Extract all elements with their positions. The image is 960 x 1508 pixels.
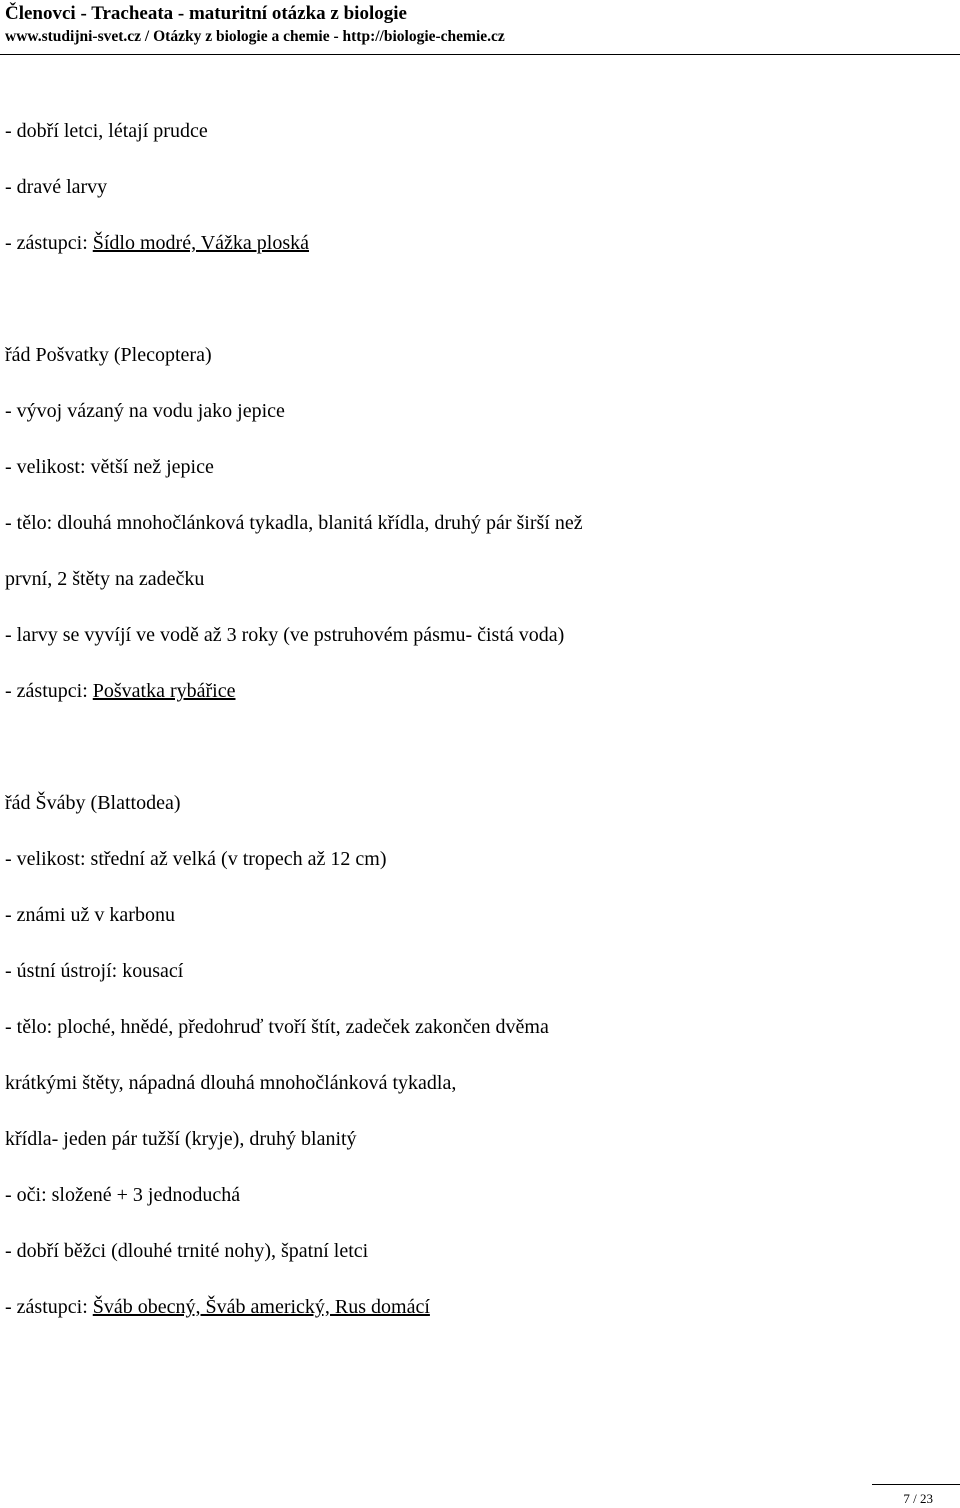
blank-line bbox=[5, 730, 945, 786]
footer-divider bbox=[872, 1484, 960, 1485]
document-title: Členovci - Tracheata - maturitní otázka z biologie bbox=[5, 3, 407, 24]
text-line: - dravé larvy bbox=[5, 176, 108, 198]
document-body bbox=[5, 114, 945, 1346]
text-line: krátkými štěty, nápadná dlouhá mnohočlánková tykadla, bbox=[5, 1072, 457, 1094]
representatives-line bbox=[5, 1290, 945, 1346]
representatives-label: - zástupci: bbox=[5, 232, 93, 254]
source-line: www.studijni-svet.cz / Otázky z biologie a chemie - http://biologie-chemie.cz bbox=[5, 28, 505, 45]
text-line: - dobří běžci (dlouhé trnité nohy), špatní letci bbox=[5, 1240, 369, 1262]
text-line: křídla- jeden pár tužší (kryje), druhý blanitý bbox=[5, 1128, 357, 1150]
text-line: - známi už v karbonu bbox=[5, 904, 175, 926]
page-header bbox=[5, 2, 955, 48]
text-line: - tělo: ploché, hnědé, předohruď tvoří štít, zadeček zakončen dvěma bbox=[5, 1016, 549, 1038]
text-line: první, 2 štěty na zadečku bbox=[5, 568, 205, 590]
blank-line bbox=[5, 282, 945, 338]
representatives-label: - zástupci: bbox=[5, 1296, 93, 1318]
text-line: - dobří letci, létají prudce bbox=[5, 120, 208, 142]
representatives-line bbox=[5, 674, 945, 730]
text-line: - tělo: dlouhá mnohočlánková tykadla, blanitá křídla, druhý pár širší než bbox=[5, 512, 583, 534]
representatives-link[interactable]: Šváb obecný, Šváb americký, Rus domácí bbox=[92, 1296, 430, 1318]
representatives-line bbox=[5, 226, 945, 282]
text-line: - velikost: větší než jepice bbox=[5, 456, 214, 478]
page-number: 7 / 23 bbox=[903, 1491, 933, 1506]
text-line: - velikost: střední až velká (v tropech až 12 cm) bbox=[5, 848, 387, 870]
text-line: - larvy se vyvíjí ve vodě až 3 roky (ve pstruhovém pásmu- čistá voda) bbox=[5, 624, 565, 646]
text-line: - vývoj vázaný na vodu jako jepice bbox=[5, 400, 285, 422]
representatives-label: - zástupci: bbox=[5, 680, 93, 702]
representatives-link[interactable]: Pošvatka rybářice bbox=[92, 680, 236, 702]
text-line: - oči: složené + 3 jednoduchá bbox=[5, 1184, 241, 1206]
order-heading-plecoptera: řád Pošvatky (Plecoptera) bbox=[5, 344, 212, 366]
order-heading-blattodea: řád Šváby (Blattodea) bbox=[5, 792, 181, 814]
text-line: - ústní ústrojí: kousací bbox=[5, 960, 184, 982]
header-divider bbox=[0, 54, 960, 55]
representatives-link[interactable]: Šídlo modré, Vážka ploská bbox=[92, 232, 310, 254]
